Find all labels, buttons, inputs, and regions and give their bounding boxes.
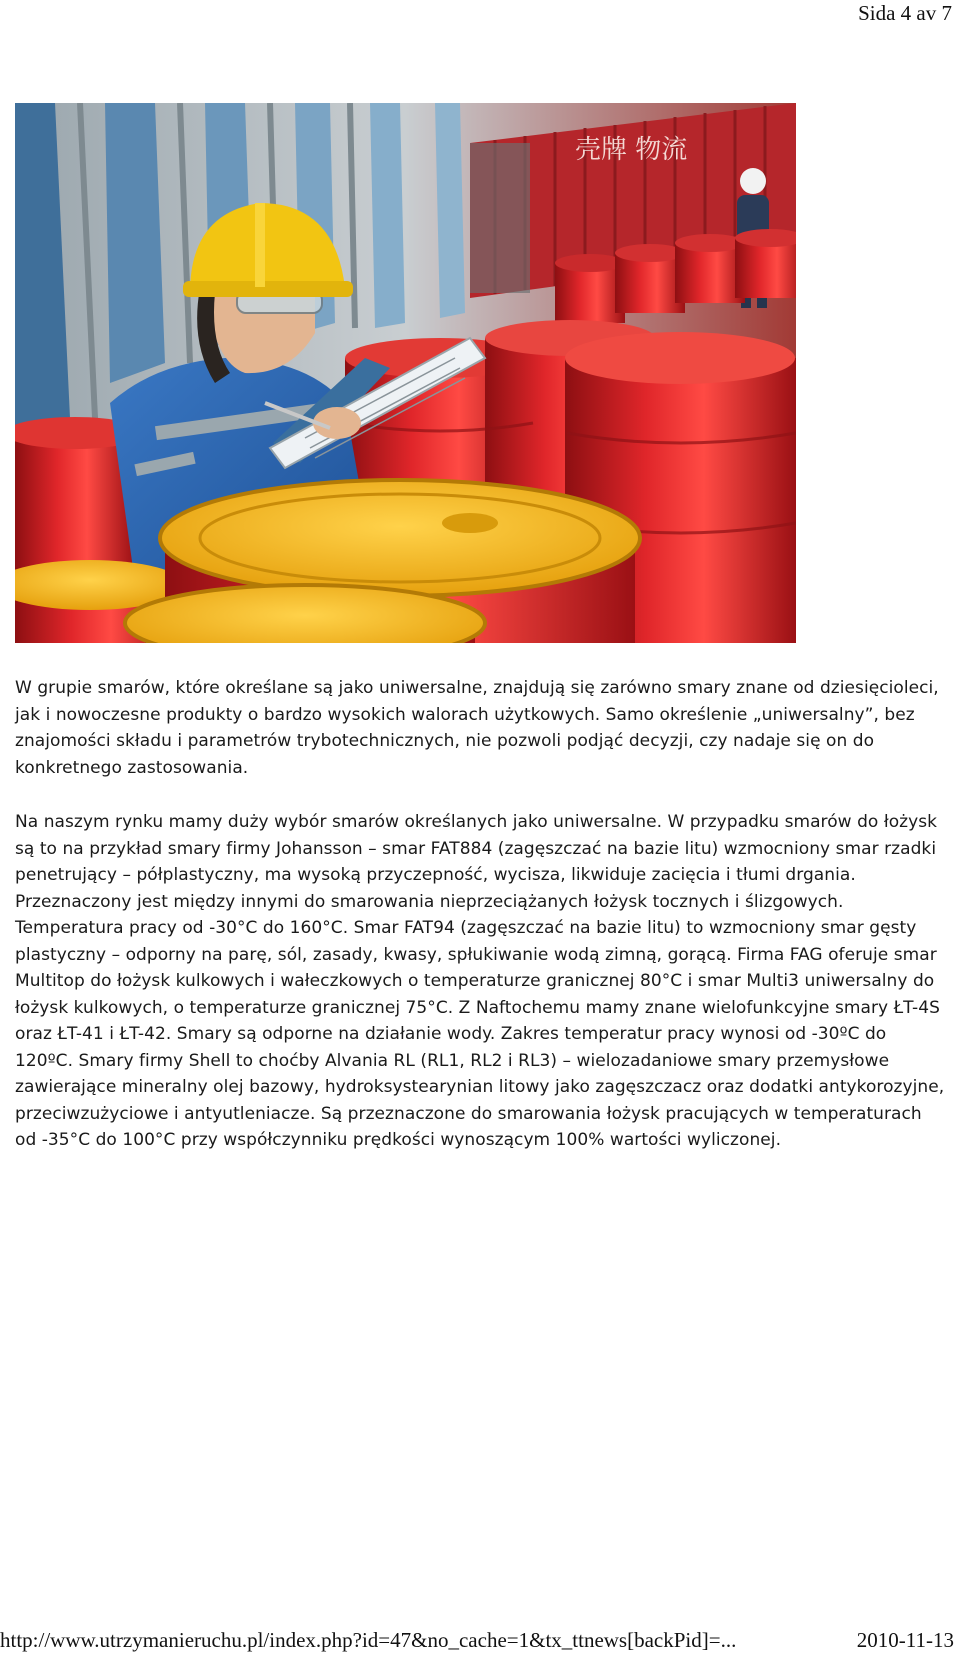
page-number: Sida 4 av 7 xyxy=(858,1,952,25)
article-photo xyxy=(15,103,796,643)
paragraph-market-overview: Na naszym rynku mamy duży wybór smarów określanych jako uniwersalne. W przypadku smarów do łożysk są to na przykład smary firmy Johansson – smar FAT884 (zagęszczać na bazie litu) wzmocniony smar rzadki penetrujący – półplastyczny, ma wysoką przyczepność, wycisza, likwiduje zacięcia i tłumi drgania. Przeznaczony jest między innymi do smarowania nieprzeciążanych łożysk tocznych i ślizgowych. Temperatura pracy od -30°C do 160°C. Smar FAT94 (zagęszczać na bazie litu) to wzmocniony smar gęsty plastyczny – odporny na parę, sól, zasady, kwasy, spłukiwanie wodą zimną, gorącą. Firma FAG oferuje smar Multitop do łożysk kulkowych i wałeczkowych o temperaturze granicznej 80°C i smar Multi3 uniwersalny do łożysk kulkowych, o temperaturze granicznej 75°C. Z Naftochemu mamy znane wielofunkcyjne smary ŁT-4S oraz ŁT-41 i ŁT-42. Smary są odporne na działanie wody. Zakres temperatur pracy wynosi od -30ºC do 120ºC. Smary firmy Shell to choćby Alvania RL (RL1, RL2 i RL3) – wielozadaniowe smary przemysłowe zawierające mineralny olej bazowy, hydroksystearynian litowy jako zagęszczacz oraz dodatki antykorozyjne, przeciwzużyciowe i antyutleniacze. Są przeznaczone do smarowania łożysk pracujących w temperaturach od -35°C do 100°C przy współczynniku prędkości wynoszącym 100% wartości wyliczonej. xyxy=(15,812,945,1150)
page-footer xyxy=(0,1626,954,1654)
container-label: 壳牌 物流 xyxy=(575,135,688,165)
print-date: 2010-11-13 xyxy=(856,1628,954,1652)
source-url: http://www.utrzymanieruchu.pl/index.php?id=47&no_cache=1&tx_ttnews[backPid]=... xyxy=(0,1628,737,1652)
paragraph-universal-greases: W grupie smarów, które określane są jako uniwersalne, znajdują się zarówno smary znane od dziesięcioleci, jak i nowoczesne produkty o bardzo wysokich walorach użytkowych. Samo określenie „uniwersalny”, bez znajomości składu i parametrów trybotechnicznych, nie pozwoli podjąć decyzji, czy nadaje się on do konkretnego zastosowania. xyxy=(15,678,939,778)
worker-with-drums-illustration xyxy=(15,103,796,643)
